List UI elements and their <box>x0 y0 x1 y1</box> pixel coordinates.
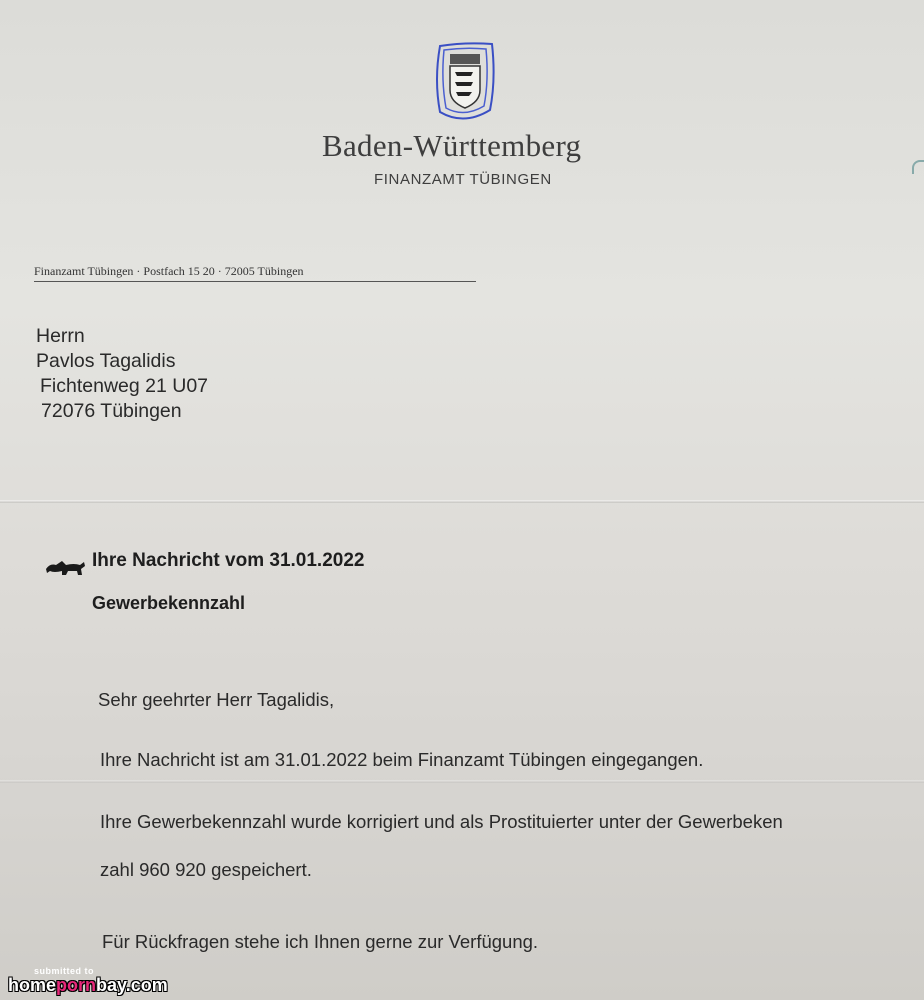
subject-topic: Gewerbekennzahl <box>92 593 246 613</box>
watermark-logo <box>8 976 168 994</box>
paragraph-closing: Für Rückfragen stehe ich Ihnen gerne zur Verfügung. <box>102 931 539 952</box>
recipient-city: 72076 Tübingen <box>41 400 182 422</box>
recipient-name: Pavlos Tagalidis <box>36 350 176 372</box>
lion-icon <box>44 557 86 577</box>
sender-line: Finanzamt Tübingen · Postfach 15 20 · 72005 Tübingen <box>34 264 476 282</box>
letterhead-office: FINANZAMT TÜBINGEN <box>374 171 552 188</box>
paper-fold <box>0 500 924 503</box>
watermark-top: submitted to <box>34 966 94 976</box>
subject-line: Ihre Nachricht vom 31.01.2022 <box>92 550 365 571</box>
watermark-mid: porn <box>56 975 97 995</box>
recipient-salutation: Herrn <box>36 325 85 347</box>
watermark-left: home <box>8 975 57 995</box>
watermark <box>8 966 168 994</box>
greeting: Sehr geehrter Herr Tagalidis, <box>98 689 335 710</box>
recipient-address <box>36 324 208 424</box>
recipient-street: Fichtenweg 21 U07 <box>40 375 209 397</box>
paper-fold <box>0 780 924 783</box>
edge-mark <box>912 160 924 174</box>
paragraph-correction-cont: zahl 960 920 gespeichert. <box>100 859 312 880</box>
letterhead-state: Baden-Württemberg <box>322 128 582 163</box>
coat-of-arms-icon <box>434 40 496 122</box>
paragraph-received: Ihre Nachricht ist am 31.01.2022 beim Finanzamt Tübingen eingegangen. <box>100 749 704 770</box>
watermark-right: bay.com <box>96 975 168 995</box>
paragraph-correction: Ihre Gewerbekennzahl wurde korrigiert und als Prostituierter unter der Gewerbeken <box>100 811 783 832</box>
